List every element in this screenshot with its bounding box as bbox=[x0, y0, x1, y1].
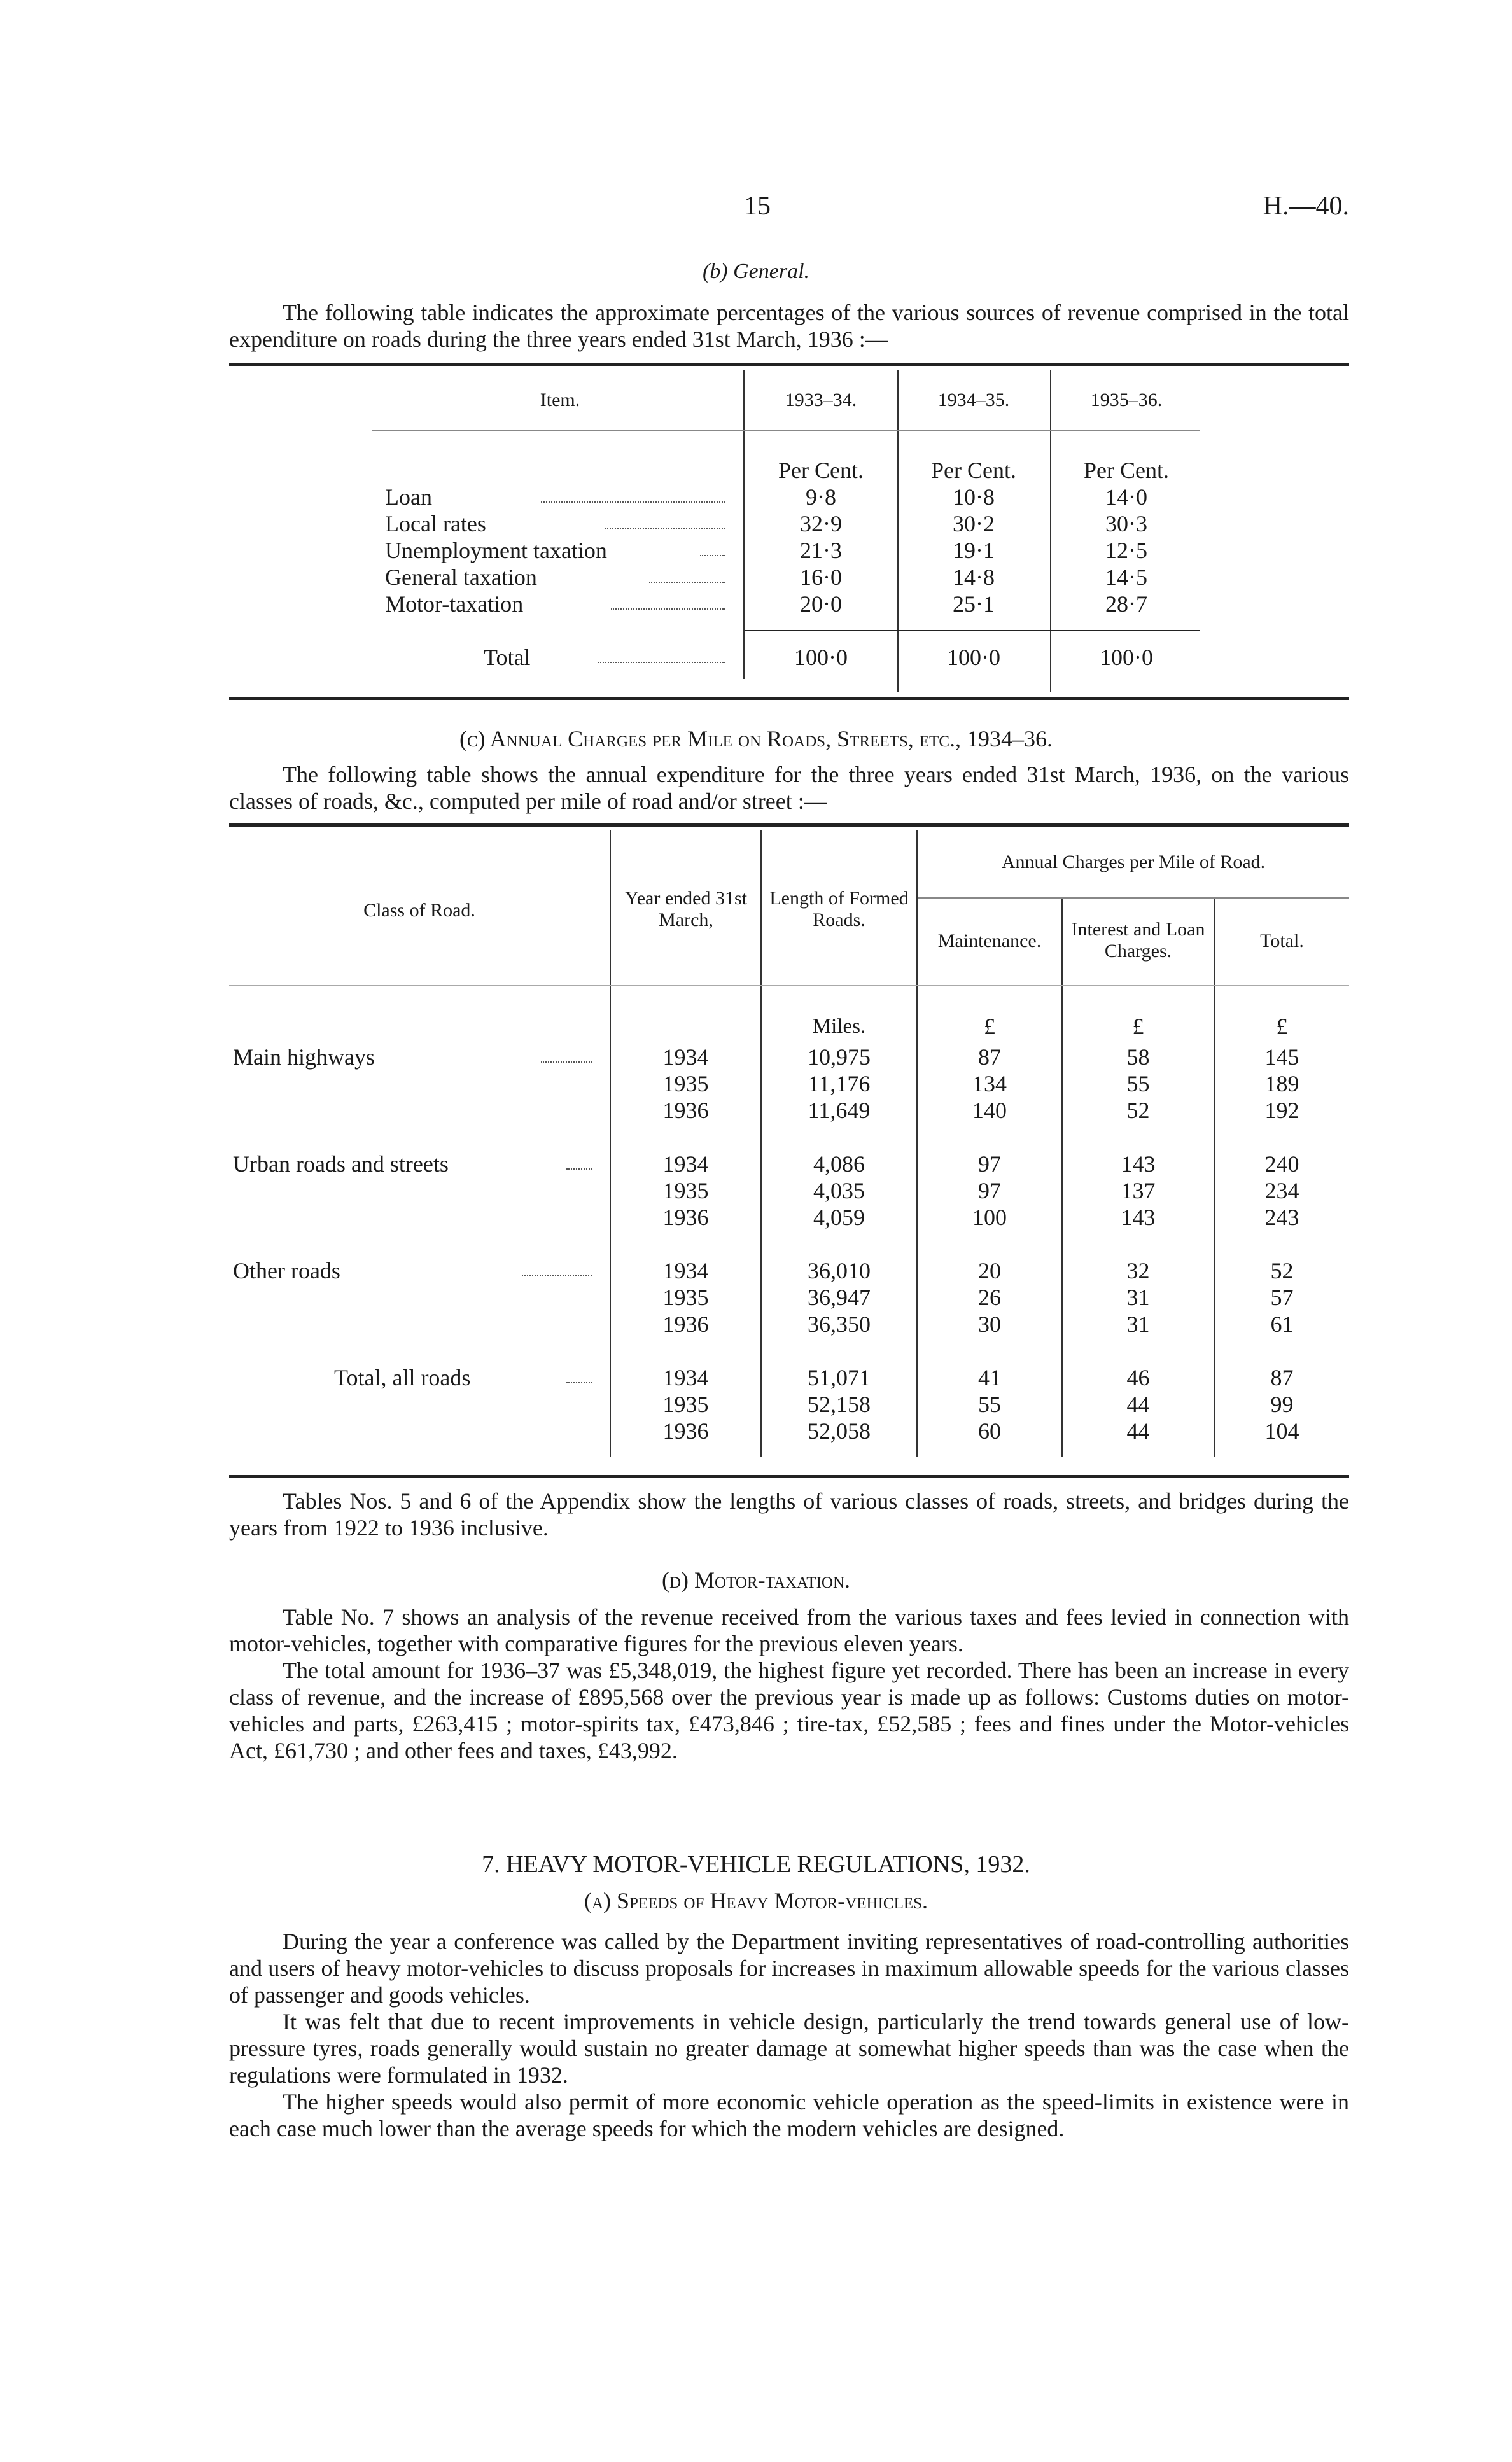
value-1933: 32·9 bbox=[800, 511, 842, 536]
unit-pound: £ bbox=[1276, 1014, 1288, 1039]
year-cell: 1935 bbox=[662, 1071, 709, 1096]
maintenance-cell: 97 bbox=[978, 1178, 1001, 1203]
unit-pound: £ bbox=[984, 1014, 995, 1039]
maintenance-cell: 134 bbox=[972, 1071, 1007, 1096]
interest-cell: 137 bbox=[1121, 1178, 1156, 1203]
page-number: 15 bbox=[744, 192, 771, 221]
unit-label: Per Cent. bbox=[778, 458, 864, 483]
section-7-subheading: (a) Speeds of Heavy Motor-vehicles. bbox=[584, 1888, 928, 1913]
year-cell: 1934 bbox=[662, 1365, 709, 1390]
col-header-1935: 1935–36. bbox=[1090, 389, 1163, 410]
maintenance-cell: 55 bbox=[978, 1392, 1001, 1417]
table-c-divider bbox=[610, 830, 611, 1457]
col-header-1933: 1933–34. bbox=[785, 389, 857, 410]
unit-pound: £ bbox=[1132, 1014, 1144, 1039]
section-b-intro: The following table indicates the approximate percentages of the various sources of revenue comprised in the total expenditure on roads during the three years ended 31st March, 1936 :— bbox=[229, 300, 1349, 352]
length-cell: 36,010 bbox=[808, 1258, 871, 1283]
leader-dots bbox=[566, 1382, 592, 1383]
value-1934: 25·1 bbox=[953, 591, 995, 617]
interest-cell: 31 bbox=[1126, 1285, 1150, 1310]
total-rule bbox=[745, 630, 1200, 631]
col-header-annual: Annual Charges per Mile of Road. bbox=[1001, 851, 1266, 872]
interest-cell: 44 bbox=[1126, 1418, 1150, 1444]
year-cell: 1934 bbox=[662, 1044, 709, 1070]
unit-label: Per Cent. bbox=[1084, 458, 1169, 483]
total-1933: 100·0 bbox=[794, 645, 848, 670]
year-cell: 1935 bbox=[662, 1285, 709, 1310]
leader-dots bbox=[522, 1275, 592, 1276]
item-label: General taxation bbox=[385, 564, 537, 590]
maintenance-cell: 30 bbox=[978, 1311, 1001, 1337]
table-b-bottom-rule bbox=[229, 697, 1349, 700]
maintenance-cell: 60 bbox=[978, 1418, 1001, 1444]
total-cell: 234 bbox=[1264, 1178, 1299, 1203]
col-header-length: Length of Formed Roads. bbox=[769, 888, 909, 930]
length-cell: 4,035 bbox=[813, 1178, 865, 1203]
value-1934: 10·8 bbox=[953, 484, 995, 510]
section-7-heading: 7. HEAVY MOTOR-VEHICLE REGULATIONS, 1932. bbox=[482, 1851, 1030, 1878]
year-cell: 1936 bbox=[662, 1418, 709, 1444]
total-cell: 192 bbox=[1264, 1098, 1299, 1123]
col-header-year: Year ended 31st March, bbox=[625, 888, 747, 930]
section-7-paragraph-2: It was felt that due to recent improvements in vehicle design, particularly the trend towards general use of low-pressure tyres, roads generally would sustain no greater damage at somewhat higher speeds than was the case when the regulations were formulated in 1932. bbox=[229, 2009, 1349, 2088]
maintenance-cell: 87 bbox=[978, 1044, 1001, 1070]
total-cell: 99 bbox=[1270, 1392, 1294, 1417]
unit-label: Per Cent. bbox=[931, 458, 1016, 483]
leader-dots bbox=[541, 501, 725, 503]
year-cell: 1935 bbox=[662, 1178, 709, 1203]
length-cell: 51,071 bbox=[808, 1365, 871, 1390]
length-cell: 4,059 bbox=[813, 1205, 865, 1230]
year-cell: 1936 bbox=[662, 1311, 709, 1337]
maintenance-cell: 26 bbox=[978, 1285, 1001, 1310]
section-c-heading: (c) Annual Charges per Mile on Roads, Streets, etc., 1934–36. bbox=[459, 726, 1053, 752]
road-class-label: Main highways bbox=[233, 1044, 375, 1070]
value-1935: 12·5 bbox=[1105, 538, 1147, 563]
total-cell: 243 bbox=[1264, 1205, 1299, 1230]
value-1934: 30·2 bbox=[953, 511, 995, 536]
interest-cell: 44 bbox=[1126, 1392, 1150, 1417]
leader-dots bbox=[611, 608, 725, 610]
year-cell: 1934 bbox=[662, 1151, 709, 1177]
table-b-header-rule bbox=[372, 430, 1200, 431]
maintenance-cell: 20 bbox=[978, 1258, 1001, 1283]
length-cell: 4,086 bbox=[813, 1151, 865, 1177]
table-b-top-rule bbox=[229, 363, 1349, 366]
interest-cell: 52 bbox=[1126, 1098, 1150, 1123]
total-cell: 52 bbox=[1270, 1258, 1294, 1283]
value-1935: 30·3 bbox=[1105, 511, 1147, 536]
length-cell: 52,158 bbox=[808, 1392, 871, 1417]
maintenance-cell: 100 bbox=[972, 1205, 1007, 1230]
length-cell: 10,975 bbox=[808, 1044, 871, 1070]
road-class-label: Other roads bbox=[233, 1258, 340, 1283]
length-cell: 36,947 bbox=[808, 1285, 871, 1310]
col-header-item: Item. bbox=[540, 389, 580, 410]
table-c-bottom-rule bbox=[229, 1475, 1349, 1478]
interest-cell: 31 bbox=[1126, 1311, 1150, 1337]
leader-dots bbox=[598, 662, 725, 663]
section-c-intro: The following table shows the annual expenditure for the three years ended 31st March, 1936, on the various classes of roads, &c., computed per mile of road and/or street :— bbox=[229, 762, 1349, 814]
leader-dots bbox=[566, 1168, 592, 1170]
total-cell: 240 bbox=[1264, 1151, 1299, 1177]
value-1933: 20·0 bbox=[800, 591, 842, 617]
maintenance-cell: 140 bbox=[972, 1098, 1007, 1123]
maintenance-cell: 97 bbox=[978, 1151, 1001, 1177]
interest-cell: 55 bbox=[1126, 1071, 1150, 1096]
total-cell: 61 bbox=[1270, 1311, 1294, 1337]
value-1934: 14·8 bbox=[953, 564, 995, 590]
appendix-note: Tables Nos. 5 and 6 of the Appendix show the lengths of various classes of roads, streets, and bridges during the years from 1922 to 1936 inclusive. bbox=[229, 1488, 1349, 1541]
col-header-1934: 1934–35. bbox=[937, 389, 1010, 410]
total-cell: 87 bbox=[1270, 1365, 1294, 1390]
leader-dots bbox=[541, 1061, 592, 1063]
item-label: Local rates bbox=[385, 511, 486, 536]
section-b-heading: (b) General. bbox=[702, 260, 810, 283]
leader-dots bbox=[700, 555, 725, 556]
col-header-interest: Interest and Loan Charges. bbox=[1071, 919, 1205, 962]
total-1934: 100·0 bbox=[947, 645, 1000, 670]
document-reference: H.—40. bbox=[1263, 192, 1349, 221]
total-cell: 57 bbox=[1270, 1285, 1294, 1310]
length-cell: 52,058 bbox=[808, 1418, 871, 1444]
item-label: Motor-taxation bbox=[385, 591, 524, 617]
value-1935: 28·7 bbox=[1105, 591, 1147, 617]
item-label: Loan bbox=[385, 484, 432, 510]
road-class-label: Total, all roads bbox=[334, 1365, 471, 1390]
annual-group-rule bbox=[918, 897, 1349, 899]
year-cell: 1936 bbox=[662, 1098, 709, 1123]
interest-cell: 143 bbox=[1121, 1205, 1156, 1230]
year-cell: 1934 bbox=[662, 1258, 709, 1283]
col-header-class: Class of Road. bbox=[363, 900, 475, 921]
total-cell: 189 bbox=[1264, 1071, 1299, 1096]
value-1933: 21·3 bbox=[800, 538, 842, 563]
total-1935: 100·0 bbox=[1100, 645, 1153, 670]
value-1934: 19·1 bbox=[953, 538, 995, 563]
total-cell: 104 bbox=[1264, 1418, 1299, 1444]
length-cell: 11,649 bbox=[808, 1098, 871, 1123]
year-cell: 1936 bbox=[662, 1205, 709, 1230]
section-7-paragraph-3: The higher speeds would also permit of more economic vehicle operation as the speed-limits in existence were in each case much lower than the average speeds for which the modern vehicles are designed. bbox=[229, 2089, 1349, 2141]
interest-cell: 143 bbox=[1121, 1151, 1156, 1177]
value-1935: 14·5 bbox=[1105, 564, 1147, 590]
col-header-maintenance: Maintenance. bbox=[937, 930, 1042, 951]
section-7-paragraph-1: During the year a conference was called by the Department inviting representatives of road-controlling authorities and users of heavy motor-vehicles to discuss proposals for increases in maximum allowable speeds for the various classes of passenger and goods vehicles. bbox=[229, 1929, 1349, 2008]
total-label: Total bbox=[484, 645, 531, 670]
interest-cell: 58 bbox=[1126, 1044, 1150, 1070]
section-d-paragraph-1: Table No. 7 shows an analysis of the revenue received from the various taxes and fees levied in connection with motor-vehicles, together with comparative figures for the previous eleven years. bbox=[229, 1604, 1349, 1656]
value-1935: 14·0 bbox=[1105, 484, 1147, 510]
unit-miles: Miles. bbox=[812, 1015, 866, 1038]
interest-cell: 32 bbox=[1126, 1258, 1150, 1283]
maintenance-cell: 41 bbox=[978, 1365, 1001, 1390]
road-class-label: Urban roads and streets bbox=[233, 1151, 449, 1177]
leader-dots bbox=[605, 528, 725, 529]
table-c-header-rule bbox=[229, 985, 1349, 986]
leader-dots bbox=[649, 582, 725, 583]
table-c-divider bbox=[916, 830, 918, 1457]
interest-cell: 46 bbox=[1126, 1365, 1150, 1390]
value-1933: 16·0 bbox=[800, 564, 842, 590]
value-1933: 9·8 bbox=[806, 484, 836, 510]
section-d-paragraph-2: The total amount for 1936–37 was £5,348,019, the highest figure yet recorded. There has been an increase in every class of revenue, and the increase of £895,568 over the previous year is made up as follows: Customs duties on motor-vehicles and parts, £263,415 ; motor-spirits tax, £473,846 ; tire-tax, £52,585 ; fees and fines under the Motor-vehicles Act, £61,730 ; and other fees and taxes, £43,992. bbox=[229, 1658, 1349, 1763]
item-label: Unemployment taxation bbox=[385, 538, 607, 563]
total-cell: 145 bbox=[1264, 1044, 1299, 1070]
year-cell: 1935 bbox=[662, 1392, 709, 1417]
table-c-top-rule bbox=[229, 823, 1349, 827]
col-header-total: Total. bbox=[1260, 930, 1304, 951]
length-cell: 36,350 bbox=[808, 1311, 871, 1337]
length-cell: 11,176 bbox=[808, 1071, 871, 1096]
section-d-heading: (d) Motor-taxation. bbox=[662, 1567, 850, 1593]
